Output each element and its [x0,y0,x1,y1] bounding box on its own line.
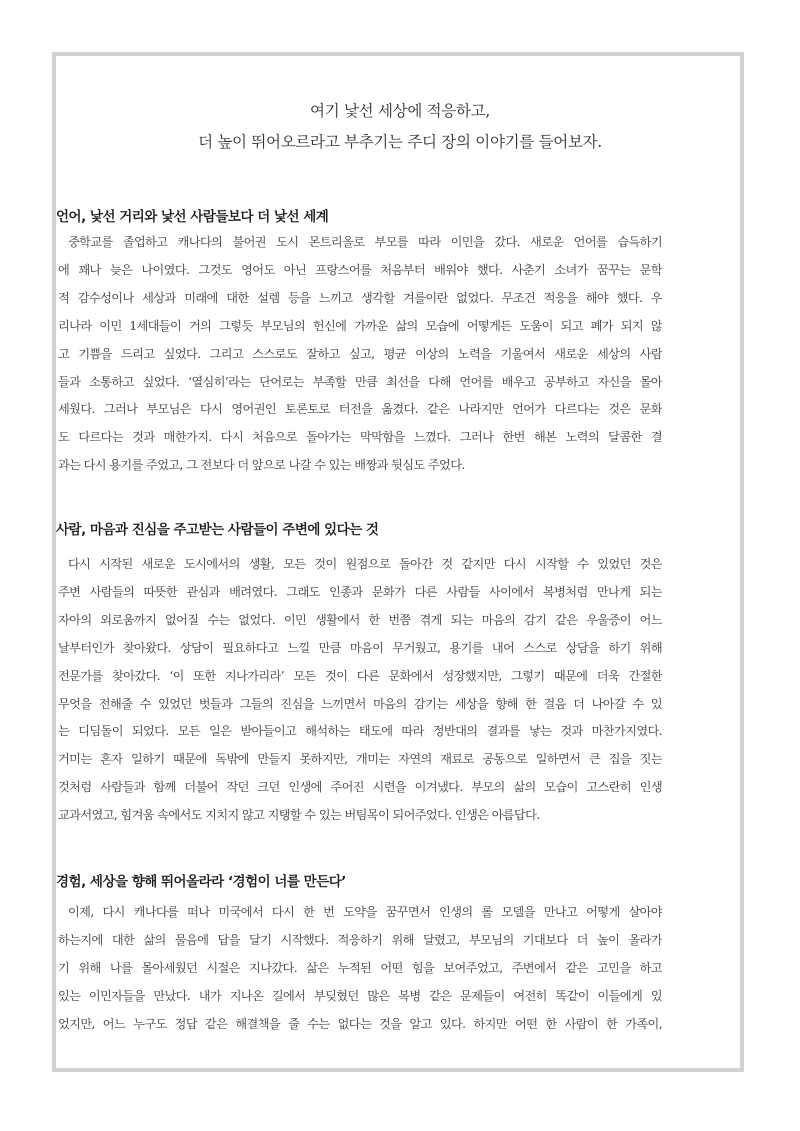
section-body [58,229,662,480]
body-line: 이제, 다시 캐나다를 떠나 미국에서 다시 한 번 도약을 꿈꾸면서 인생의 롤 모델을 만나고 어떻게 살아야 [68,905,662,919]
section-body [58,551,662,830]
body-line: 것처럼 사람들과 함께 더불어 작던 크던 인생에 주어진 시련을 이겨냈다. 부모의 삶의 모습이 고스란히 인생 [58,780,662,795]
intro-line: 더 높이 뛰어오르라고 부추기는 주디 장의 이야기를 들어보자. [198,133,602,151]
body-line: 중학교를 졸업하고 캐나다의 불어권 도시 몬트리올로 부모를 따라 이민을 갔다. 새로운 언어를 습득하기 [68,235,662,249]
body-line: 었지만, 어느 누구도 정답 같은 해결책을 줄 수는 없다는 것을 알고 있다. 하지만 어떤 한 사람이 한 가족이, [58,1016,662,1031]
body-line: 하는지에 대한 삶의 물음에 답을 달기 시작했다. 적응하기 위해 달렸고, 부모님의 기대보다 더 높이 올라가 [58,932,662,947]
body-line: 무엇을 전해줄 수 있었던 벗들과 그들의 진심을 느끼면서 마음의 감기는 세상을 향해 한 걸음 더 나아갈 수 있 [58,696,662,711]
body-line: 는 디딤돌이 되었다. 모든 일은 받아들이고 해석하는 태도에 따라 정반대의 결과를 낳는 것과 마찬가지였다. [58,724,662,739]
section-title: 경험, 세상을 향해 뛰어올라라 ‘경험이 너를 만든다’ [56,874,346,890]
intro-line: 여기 낯선 세상에 적응하고, [310,102,490,120]
body-line: 자아의 외로움까지 없어질 수는 없었다. 이민 생활에서 한 번쯤 겪게 되는 마음의 감기 같은 우울증이 어느 [58,612,662,627]
section-title: 언어, 낯선 거리와 낯선 사람들보다 더 낯선 세계 [56,209,329,225]
body-line: 적 감수성이나 세상과 미래에 대한 설렘 등을 느끼고 생각할 겨를이란 없었다. 무조건 적응을 해야 했다. 우 [58,290,662,305]
body-line: 다시 시작된 새로운 도시에서의 생활, 모든 것이 원점으로 돌아간 것 같지만 다시 시작할 수 있었던 것은 [68,557,662,571]
body-line: 고 기쁨을 드리고 싶었다. 그리고 스스로도 잘하고 싶고, 평균 이상의 노력을 기울여서 새로운 세상의 사람 [58,346,662,361]
body-line: 도 다르다는 것과 매한가지. 다시 처음으로 돌아가는 막막함을 느꼈다. 그러나 한번 해본 노력의 달콤한 결 [58,430,662,445]
body-line: 교과서였고, 힘겨움 속에서도 지치지 않고 지탱할 수 있는 버팀목이 되어주었다. 인생은 아름답다. [58,808,540,823]
body-line: 주변 사람들의 따뜻한 관심과 배려였다. 그래도 인종과 문화가 다른 사람들 사이에서 복병처럼 만나게 되는 [58,584,662,599]
body-line: 거미는 혼자 일하기 때문에 독밖에 만들지 못하지만, 개미는 자연의 재료로 공동으로 일하면서 큰 집을 짓는 [58,752,662,767]
body-line: 날부터인가 찾아왔다. 상담이 필요하다고 느낄 만큼 마음이 무거웠고, 용기를 내어 스스로 상담을 하기 위해 [58,640,662,655]
body-line: 세웠다. 그러나 부모님은 다시 영어권인 토론토로 터전을 옮겼다. 같은 나라지만 언어가 다르다는 것은 문화 [58,402,662,417]
body-line: 과는 다시 용기를 주었고, 그 전보다 더 앞으로 나갈 수 있는 배짱과 뒷심도 주었다. [58,458,465,473]
body-line: 기 위해 나를 몰아세웠던 시절은 지나갔다. 삶은 누적된 어떤 힘을 보여주었고, 주변에서 같은 고민을 하고 [58,960,662,975]
body-line: 에 꽤나 늦은 나이였다. 그것도 영어도 아닌 프랑스어를 처음부터 배워야 했다. 사춘기 소녀가 꿈꾸는 문학 [58,262,662,277]
body-line: 있는 이민자들을 만났다. 내가 지나온 길에서 부딪혔던 많은 복병 같은 문제들이 여전히 똑같이 이들에게 있 [58,988,662,1003]
section-title: 사람, 마음과 진심을 주고받는 사람들이 주변에 있다는 것 [56,522,379,538]
body-line: 들과 소통하고 싶었다. ‘열심히’라는 단어로는 부족할 만큼 최선을 다해 언어를 배우고 공부하고 자신을 몰아 [58,374,662,389]
section-body [58,899,662,1039]
intro-quote [0,96,800,158]
body-line: 리나라 이민 1세대들이 거의 그렇듯 부모님의 헌신에 가까운 삶의 모습에 어떻게든 도움이 되고 폐가 되지 않 [58,318,662,333]
body-line: 전문가를 찾아갔다. ‘이 또한 지나가리라’ 모든 것이 다른 문화에서 성장했지만, 그렇기 때문에 더욱 간절한 [58,668,662,683]
